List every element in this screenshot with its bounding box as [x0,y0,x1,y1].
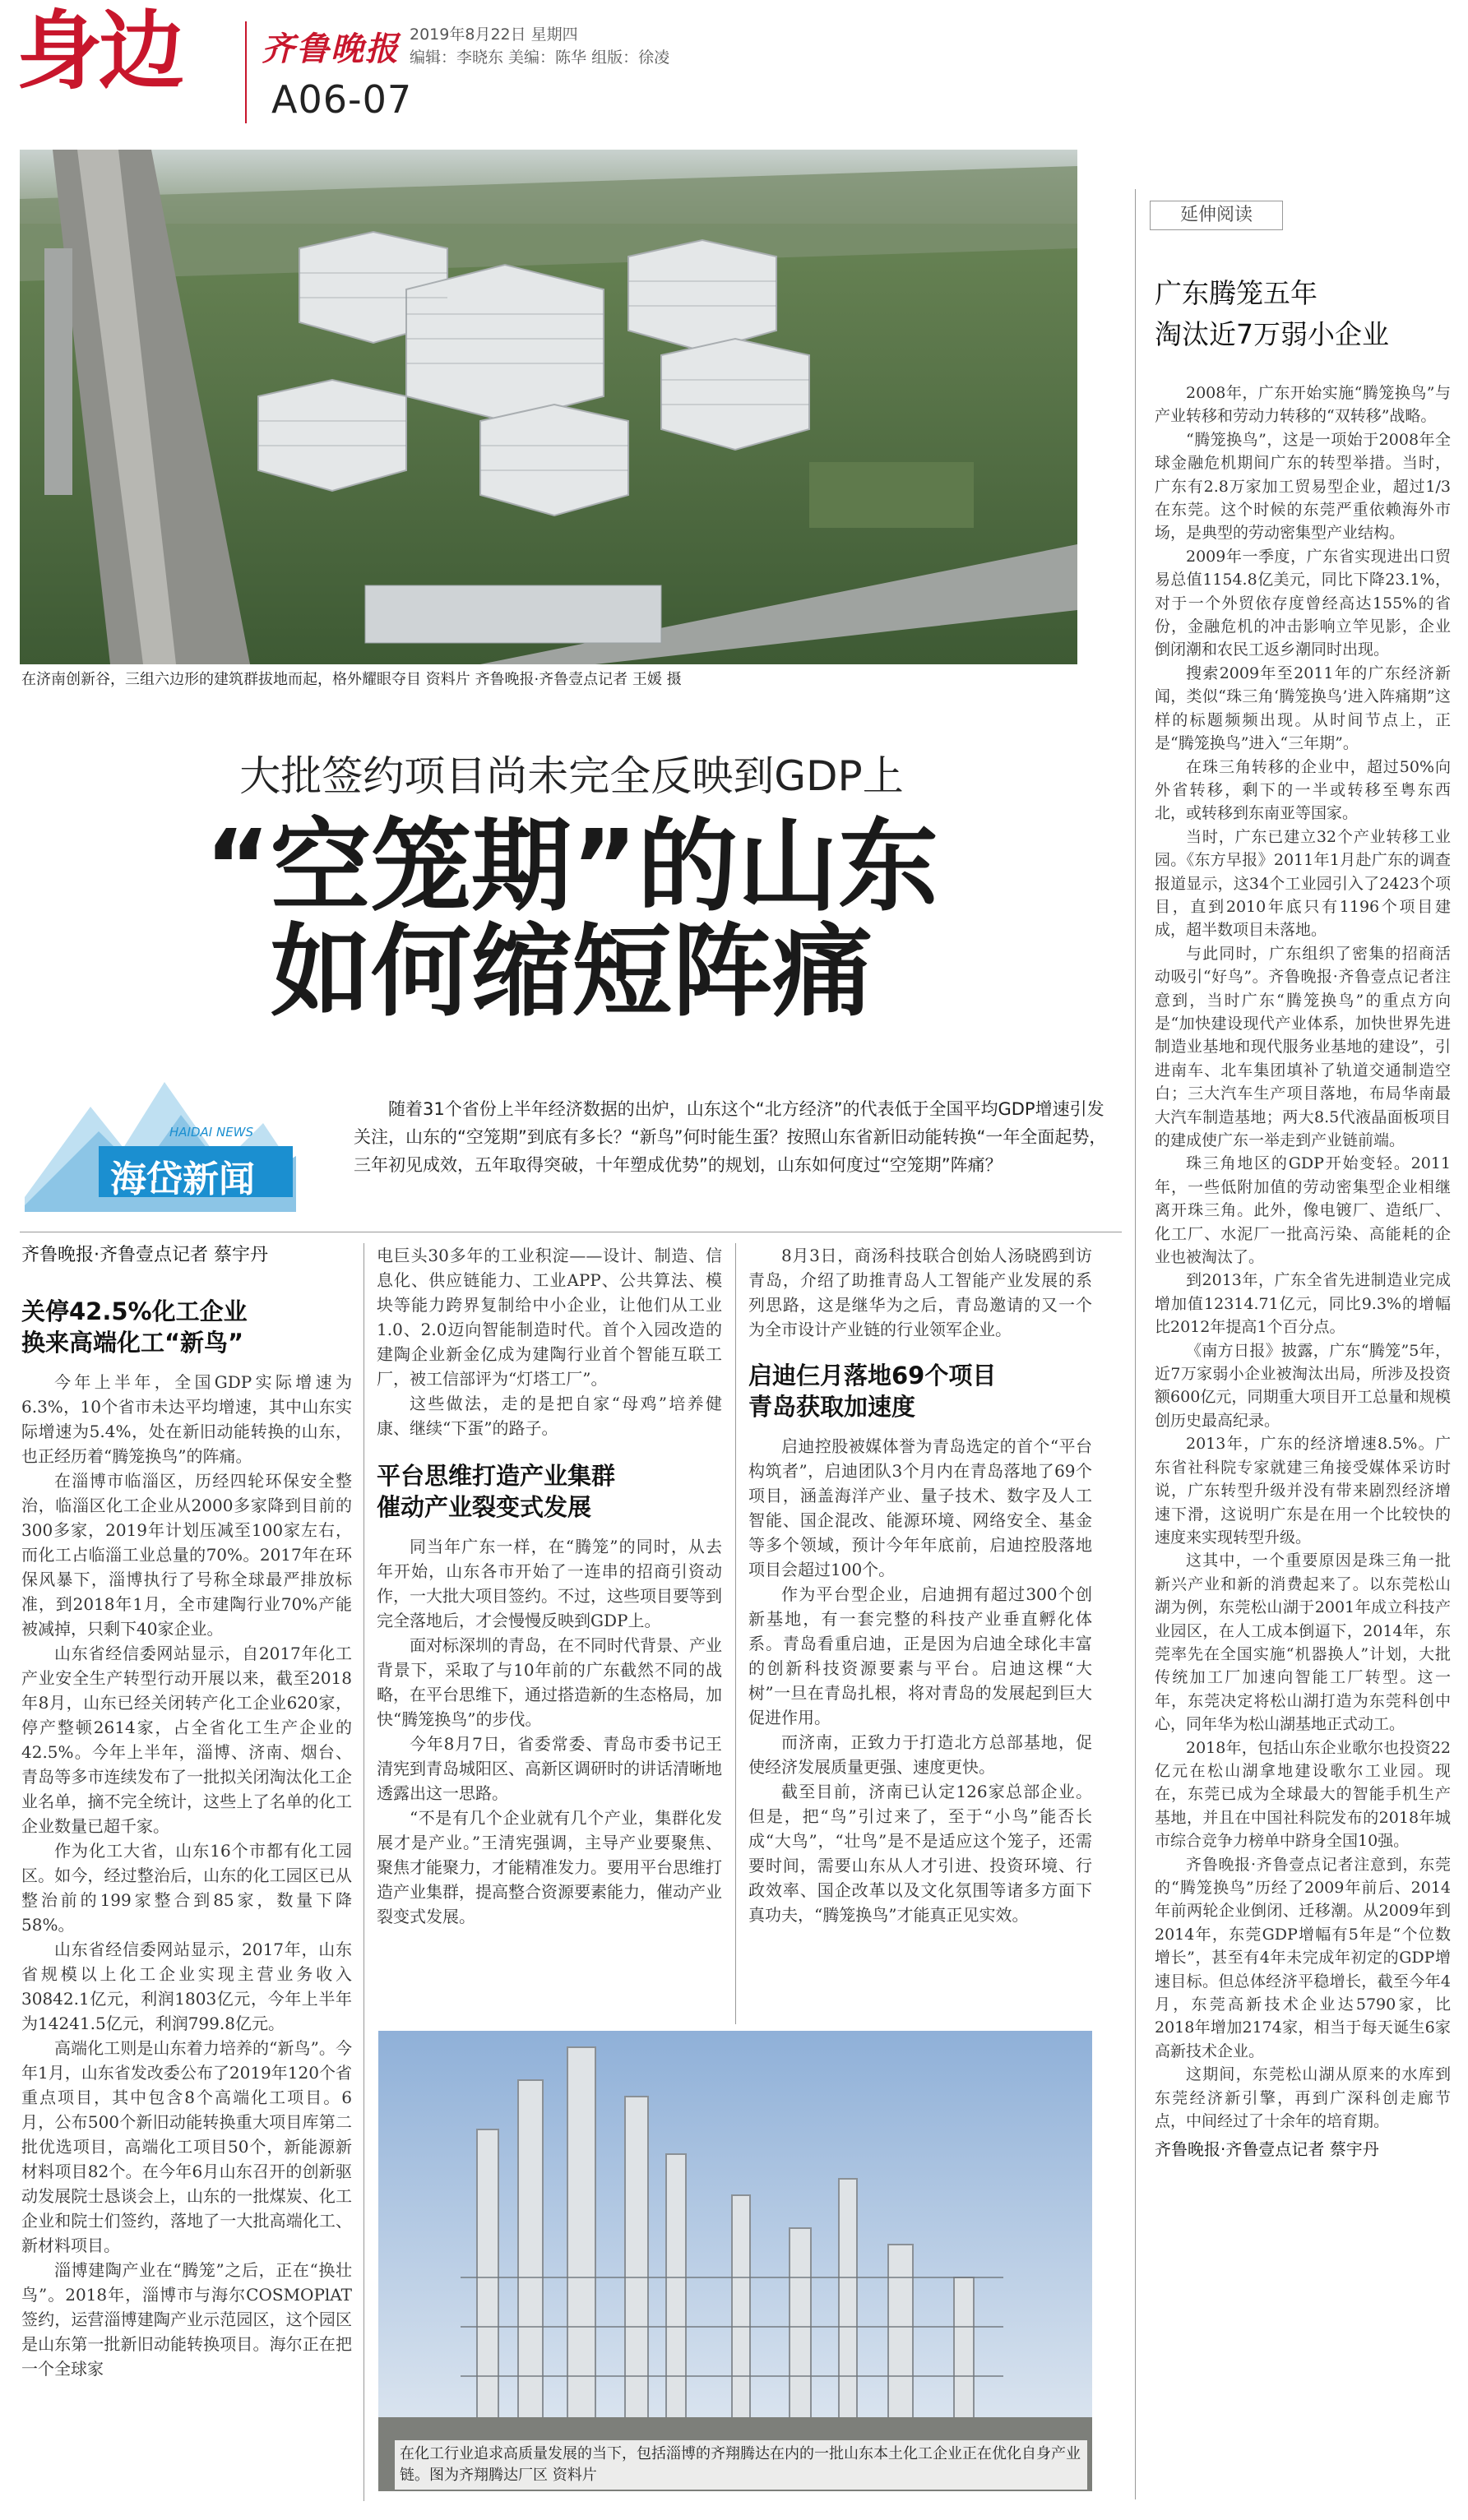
sidebar-title-line1: 广东腾笼五年 [1155,277,1317,309]
paragraph: 今年8月7日，省委常委、青岛市委书记王清宪到青岛城阳区、高新区调研时的讲话清晰地透露出这一思路。 [377,1734,722,1803]
main-headline-line2: 如何缩短阵痛 [271,913,873,1030]
top-photo-caption: 在济南创新谷，三组六边形的建筑群拔地而起，格外耀眼夺目 资料片 齐鲁晚报·齐鲁壹点记者 王媛 摄 [21,671,682,688]
page-code: A06-07 [271,77,413,122]
paragraph: 到2013年，广东全省先进制造业完成增加值12314.71亿元，同比9.3%的增幅比2012年提高1个百分点。 [1155,1271,1451,1337]
paragraph: 启迪控股被媒体誉为青岛选定的首个“平台构筑者”，启迪团队3个月内在青岛落地了69个项目，涵盖海洋产业、量子技术、数字及人工智能、国企混改、能源环境、网络安全、基金等多个领域，预计今年年底前，启迪控股落地项目会超过100个。 [748,1436,1092,1579]
paragraph: 这其中，一个重要原因是珠三角一批新兴产业和新的消费起来了。以东莞松山湖为例，东莞松山湖于2001年成立科技产业园区，在人工成本倒逼下，2014年，东莞率先在全国实施“机器换人”计划，大批传统加工厂加速向智能工厂转型。这一年，东莞决定将松山湖打造为东莞科创中心，同年华为松山湖基地正式动工。 [1155,1551,1451,1734]
sidebar-rule [1135,189,1136,2499]
paragraph: “腾笼换鸟”，这是一项始于2008年全球金融危机期间广东的转型举措。当时，广东有2.8万家加工贸易型企业，超过1/3在东莞。这个时候的东莞严重依赖海外市场，是典型的劳动密集型产业结构。 [1155,430,1451,543]
sidebar-body [1155,381,1451,2162]
paragraph: 2008年，广东开始实施“腾笼换鸟”与产业转移和劳动力转移的“双转移”战略。 [1155,384,1451,426]
lead-paragraph: 随着31个省份上半年经济数据的出炉，山东这个“北方经济”的代表低于全国平均GDP增速引发关注，山东的“空笼期”到底有多长？“新鸟”何时能生蛋？按照山东省新旧动能转换“一年全面起势，三年初见成效，五年取得突破，十年塑成优势”的规划，山东如何度过“空笼期”阵痛？ [354,1099,1107,1175]
paragraph: 高端化工则是山东着力培养的“新鸟”。今年1月，山东省发改委公布了2019年120个省重点项目，其中包含8个高端化工项目。6月，公布500个新旧动能转换重大项目库第二批优选项目，高端化工项目50个，新能源新材料项目82个。在今年6月山东召开的创新驱动发展院士恳谈会上，山东的一批煤炭、化工企业和院士们签约，落地了一大批高端化工、新材料项目。 [21,2038,352,2255]
bottom-photo-caption: 在化工行业追求高质量发展的当下，包括淄博的齐翔腾达在内的一批山东本土化工企业正在优化自身产业链。图为齐翔腾达厂区 资料片 [395,2440,1087,2490]
logo-english: HAIDAI NEWS [169,1125,254,1140]
issue-date: 2019年8月22日 星期四 [410,25,578,44]
paragraph: 齐鲁晚报·齐鲁壹点记者注意到，东莞的“腾笼换鸟”历经了2009年前后、2014年前两轮企业倒闭、迁移潮。从2009年到2014年，东莞GDP增幅有5年是“个位数增长”，甚至有4年未完成年初定的GDP增速目标。但总体经济平稳增长，截至今年4月，东莞高新技术企业达5790家，比2018年增加2174家，相当于每天诞生6家高新技术企业。 [1155,1855,1451,2060]
sidebar-tag: 延伸阅读 [1150,201,1283,230]
section-2-heading [377,1460,722,1523]
section-2-heading-line2: 催动产业裂变式发展 [377,1493,592,1521]
sidebar-byline: 齐鲁晚报·齐鲁壹点记者 蔡宇丹 [1155,2139,1379,2160]
paragraph: 与此同时，广东组织了密集的招商活动吸引“好鸟”。齐鲁晚报·齐鲁壹点记者注意到，当时广东“腾笼换鸟”的重点方向是“加快建设现代产业体系，加快世界先进制造业基地和现代服务业基地的建设”，引进南车、北车集团填补了轨道交通制造空白；三大汽车生产项目落地，布局华南最大汽车制造基地；两大8.5代液晶面板项目的建成使广东一举走到产业链前端。 [1155,944,1451,1149]
top-photo [20,150,1077,664]
paragraph: 珠三角地区的GDP开始变轻。2011年，一些低附加值的劳动密集型企业相继离开珠三角。此外，像电镀厂、造纸厂、化工厂、水泥厂一批高污染、高能耗的企业也被淘汰了。 [1155,1154,1451,1267]
paragraph: 8月3日，商汤科技联合创始人汤晓鸥到访青岛，介绍了助推青岛人工智能产业发展的系列思路，这是继华为之后，青岛邀请的又一个为全市设计产业链的行业领军企业。 [748,1246,1092,1339]
article-column-3 [748,1243,1092,1927]
paragraph: 淄博建陶产业在“腾笼”之后，正在“换壮鸟”。2018年，淄博市与海尔COSMOPlAT签约，运营淄博建陶产业示范园区，这个园区是山东第一批新旧动能转换项目。海尔正在把一个全球家 [21,2260,352,2379]
paragraph: 2013年，广东的经济增速8.5%。广东省社科院专家就建三角接受媒体采访时说，广东转型升级并没有带来剧烈经济增速下滑，这说明广东是在用一个比较快的速度来实现转型升级。 [1155,1435,1451,1547]
section-3-heading-line2: 青岛获取加速度 [748,1393,916,1421]
paragraph: 而济南，正致力于打造北方总部基地，促使经济发展质量更强、速度更快。 [748,1732,1092,1777]
paragraph: 当时，广东已建立32个产业转移工业园。《东方早报》2011年1月赴广东的调查报道显示，这34个工业园引入了2423个项目，直到2010年底只有1196个项目建成，超半数项目未落地。 [1155,827,1451,940]
bottom-photo [378,2031,1092,2491]
haidai-news-logo [25,1074,296,1212]
paragraph: 电巨头30多年的工业积淀——设计、制造、信息化、供应链能力、工业APP、公共算法、模块等能力跨界复制给中小企业，让他们从工业1.0、2.0迈向智能制造时代。首个入园改造的建陶企业新金亿成为建陶行业首个智能互联工厂，被工信部评为“灯塔工厂”。 [377,1246,722,1389]
main-headline-line1: “空笼期”的山东 [204,808,939,925]
section-1-heading-line1: 关停42.5%化工企业 [21,1297,248,1325]
sidebar-title [1155,273,1451,355]
section-title: 身边 [16,1,182,101]
paragraph: 截至目前，济南已认定126家总部企业。但是，把“鸟”引过来了，至于“小鸟”能否长成“大鸟”，“壮鸟”是不是适应这个笼子，还需要时间，需要山东从人才引进、投资环境、行政效率、国企改革以及文化氛围等诸多方面下真功夫，“腾笼换鸟”才能真正见实效。 [748,1782,1092,1925]
paragraph: 作为平台型企业，启迪拥有超过300个创新基地，有一套完整的科技产业垂直孵化体系。青岛看重启迪，正是因为启迪全球化丰富的创新科技资源要素与平台。启迪这棵“大树”一旦在青岛扎根，将对青岛的发展起到巨大促进作用。 [748,1584,1092,1727]
paragraph: 2009年一季度，广东省实现进出口贸易总值1154.8亿美元，同比下降23.1%，对于一个外贸依存度曾经高达155%的省份，金融危机的冲击影响立竿见影，企业倒闭潮和农民工返乡潮同时出现。 [1155,547,1451,659]
column-rule [735,1243,736,2024]
paragraph: 山东省经信委网站显示，自2017年化工产业安全生产转型行动开展以来，截至2018年8月，山东已经关闭转产化工企业620家，停产整顿2614家，占全省化工生产企业的42.5%。今年上半年，淄博、济南、烟台、青岛等多市连续发布了一批拟关闭淘汰化工企业名单，摘不完全统计，这些上了名单的化工企业数量已超千家。 [21,1644,352,1836]
section-1-heading [21,1296,352,1358]
paragraph: 这期间，东莞松山湖从原来的水库到东莞经济新引擎，再到广深科创走廊节点，中间经过了十余年的培育期。 [1155,2065,1451,2131]
paragraph: 搜索2009年至2011年的广东经济新闻，类似“珠三角‘腾笼换鸟’进入阵痛期”这样的标题频频出现。从时间节点上，正是“腾笼换鸟”进入“三年期”。 [1155,664,1451,753]
paragraph: 今年上半年，全国GDP实际增速为6.3%，10个省市未达平均增速，其中山东实际增速为5.4%，处在新旧动能转换的山东，也正经历着“腾笼换鸟”的阵痛。 [21,1372,352,1466]
article-byline: 齐鲁晚报·齐鲁壹点记者 蔡宇丹 [21,1245,268,1265]
article-column-2 [377,1243,722,1929]
header-meta [410,23,669,69]
section-3-heading-line1: 启迪仨月落地69个项目 [748,1362,997,1389]
logo-chinese: 海岱新闻 [110,1158,255,1200]
paragraph: 《南方日报》披露，广东“腾笼”5年，近7万家弱小企业被淘汰出局，所涉及投资额600亿元，同期重大项目开工总量和规模创历史最高纪录。 [1155,1341,1451,1430]
paragraph: 在淄博市临淄区，历经四轮环保安全整治，临淄区化工企业从2000多家降到目前的300多家，2019年计划压减至100家左右，而化工占临淄工业总量的70%。2017年在环保风暴下，淄博执行了号称全球最严排放标准，到2018年1月，全市建陶行业70%产能被减掉，只剩下40家企业。 [21,1471,352,1639]
paragraph: 2018年，包括山东企业歌尔也投资22亿元在松山湖拿地建设歌尔工业园。现在，东莞已成为全球最大的智能手机生产基地，并且在中国社科院发布的2018年城市综合竞争力榜单中跻身全国10强。 [1155,1738,1451,1851]
innovation-valley-photo [20,150,1077,664]
headline-kicker: 大批签约项目尚未完全反映到GDP上 [239,752,904,800]
paragraph: 山东省经信委网站显示，2017年，山东省规模以上化工企业实现主营业务收入30842.1亿元，利润1803亿元，今年上半年为14241.5亿元，利润799.8亿元。 [21,1940,352,2033]
article-column-1 [21,1243,352,2381]
paragraph: 同当年广东一样，在“腾笼”的同时，从去年开始，山东各市开始了一连串的招商引资动作，一大批大项目签约。不过，这些项目要等到完全落地后，才会慢慢反映到GDP上。 [377,1537,722,1630]
editors-line: 编辑：李晓东 美编：陈华 组版：徐凌 [410,49,670,67]
sidebar-title-line2: 淘汰近7万弱小企业 [1155,318,1389,350]
paragraph: 在珠三角转移的企业中，超过50%向外省转移，剩下的一半或转移至粤东西北，或转移到东南亚等国家。 [1155,757,1451,823]
paragraph: 面对标深圳的青岛，在不同时代背景、产业背景下，采取了与10年前的广东截然不同的战略，在平台思维下，通过搭造新的生态格局，加快“腾笼换鸟”的步伐。 [377,1635,722,1729]
header-divider [245,21,247,123]
main-headline [49,808,1094,1030]
paragraph: “不是有几个企业就有几个产业，集群化发展才是产业。”王清宪强调，主导产业要聚焦、聚焦才能聚力，才能精准发力。要用平台思维打造产业集群，提高整合资源要素能力，催动产业裂变式发展。 [377,1808,722,1926]
section-1-heading-line2: 换来高端化工“新鸟” [21,1329,244,1357]
chemical-plant-photo [378,2031,1092,2491]
paper-name: 齐鲁晚报 [262,30,400,68]
paragraph: 这些做法，走的是把自家“母鸡”培养健康、继续“下蛋”的路子。 [377,1394,722,1438]
section-3-heading [748,1360,1092,1422]
section-2-heading-line1: 平台思维打造产业集群 [377,1462,616,1490]
paragraph: 作为化工大省，山东16个市都有化工园区。如今，经过整治后，山东的化工园区已从整治前的199家整合到85家，数量下降58%。 [21,1841,352,1935]
